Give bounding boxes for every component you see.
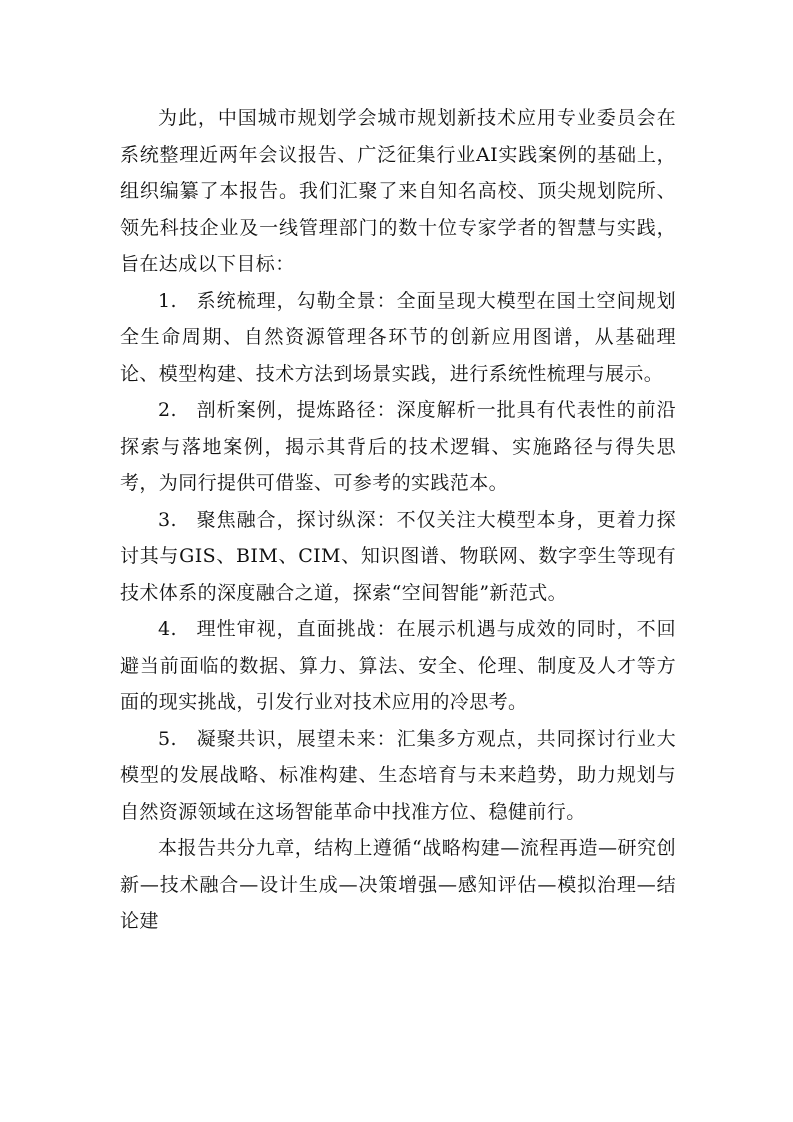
list-item-number: 1. [158,289,177,312]
list-item-text: 聚焦融合，探讨纵深：不仅关注大模型本身，更着力探讨其与GIS、BIM、CIM、知识图谱、物联网、数字孪生等现有技术体系的深度融合之道，探索“空间智能”新范式。 [120,508,676,604]
intro-paragraph: 为此，中国城市规划学会城市规划新技术应用专业委员会在系统整理近两年会议报告、广泛征集行业AI实践案例的基础上，组织编纂了本报告。我们汇聚了来自知名高校、顶尖规划院所、领先科技企业及一线管理部门的数十位专家学者的智慧与实践，旨在达成以下目标： [120,107,676,275]
list-item-text: 凝聚共识，展望未来：汇集多方观点，共同探讨行业大模型的发展战略、标准构建、生态培育与未来趋势，助力规划与自然资源领域在这场智能革命中找准方位、稳健前行。 [120,727,676,823]
list-item [120,392,676,502]
closing-paragraph: 本报告共分九章，结构上遵循“战略构建—流程再造—研究创新—技术融合—设计生成—决策增强—感知评估—模拟治理—结论建 [120,837,676,932]
list-item-number: 2. [158,399,177,421]
list-item-text: 理性审视，直面挑战：在展示机遇与成效的同时，不回避当前面临的数据、算力、算法、安全、伦理、制度及人才等方面的现实挑战，引发行业对技术应用的冷思考。 [120,618,676,713]
list-item [120,721,676,831]
document-body [120,100,676,940]
list-item [120,283,676,393]
list-item [120,611,676,721]
list-item-text: 系统梳理，勾勒全景：全面呈现大模型在国土空间规划全生命周期、自然资源管理各环节的创新应用图谱，从基础理论、模型构建、技术方法到场景实践，进行系统性梳理与展示。 [120,289,676,385]
list-item-number: 4. [158,618,177,640]
list-item-number: 3. [158,508,177,531]
list-item-text: 剖析案例，提炼路径：深度解析一批具有代表性的前沿探索与落地案例，揭示其背后的技术逻辑、实施路径与得失思考，为同行提供可借鉴、可参考的实践范本。 [120,399,676,494]
list-item-number: 5. [158,727,177,750]
list-item [120,502,676,612]
